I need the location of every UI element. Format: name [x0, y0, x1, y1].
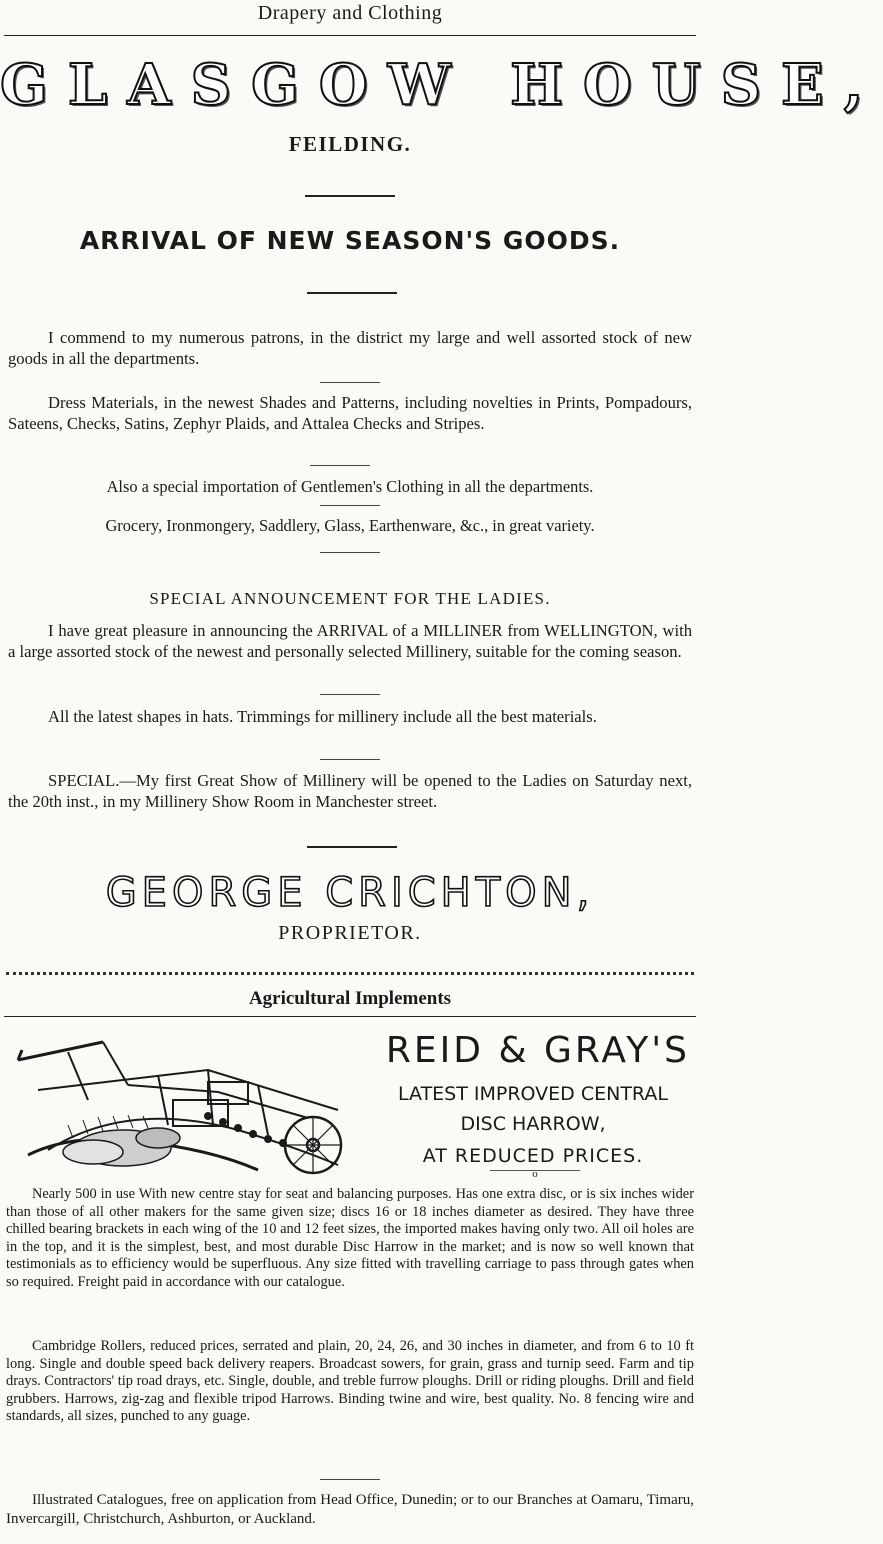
catalogue-notice: Illustrated Catalogues, free on application from Head Office, Dunedin; or to our Branches at Oamaru, Timaru, Invercargill, Christchurch, Ashburton, or Auckland.	[6, 1492, 694, 1527]
divider-rule	[320, 1479, 380, 1480]
section-divider	[6, 972, 694, 975]
small-divider	[490, 1168, 580, 1180]
top-rule	[4, 35, 696, 36]
divider-mark: o	[532, 1168, 538, 1180]
divider-rule	[305, 195, 395, 197]
drapery-category-heading	[0, 2, 700, 25]
gentlemen-paragraph: Also a special importation of Gentlemen's Clothing in all the departments.	[106, 477, 594, 496]
milliner-paragraph: I have great pleasure in announcing the ARRIVAL of a MILLINER from WELLINGTON, with a large assorted stock of the newest and personally selected Millinery, suitable for the coming season.	[8, 621, 692, 661]
product-title-line3: AT REDUCED PRICES.	[422, 1145, 644, 1167]
brand-name: REID & GRAY'S	[385, 1030, 690, 1071]
proprietor-role: PROPRIETOR.	[278, 922, 422, 944]
agricultural-category-heading: Agricultural Implements	[248, 988, 452, 1009]
show-paragraph: SPECIAL.—My first Great Show of Millinery will be opened to the Ladies on Saturday next, the 20th inst., in my Millinery Show Room in Manchester street.	[8, 771, 692, 811]
product-title-line1: LATEST IMPROVED CENTRAL	[398, 1083, 668, 1105]
disc-harrow-illustration	[8, 1030, 368, 1180]
commend-paragraph: I commend to my numerous patrons, in the district my large and well assorted stock of new goods in all the departments.	[8, 328, 692, 368]
divider-rule	[320, 759, 380, 760]
shop-name: GLASGOW HOUSE,	[0, 52, 883, 118]
divider-rule	[307, 292, 397, 294]
divider-rule	[320, 382, 380, 383]
grocery-paragraph: Grocery, Ironmongery, Saddlery, Glass, Earthenware, &c., in great variety.	[105, 516, 595, 535]
agri-rule	[4, 1016, 696, 1017]
divider-rule	[310, 465, 370, 466]
town-name: FEILDING.	[288, 132, 412, 156]
harrow-description: Nearly 500 in use With new centre stay for seat and balancing purposes. Has one extra disc, or is six inches wider than those of all other makers for the same given size; discs 16 or 18 inches diameter as desired. They have three chilled bearing brackets in each wing of the 10 and 12 feet sizes, the imported makes having only two. All oil holes are in the top, and it is the simplest, best, and most durable Disc Harrow in the market; and is now so well known that testimonials as to efficiency would be superfluous. Any size fitted with travelling carriage to pass through gates when so required. Freight paid in accordance with our catalogue.	[6, 1186, 694, 1290]
ladies-heading: SPECIAL ANNOUNCEMENT FOR THE LADIES.	[149, 589, 551, 608]
arrival-heading: ARRIVAL OF NEW SEASON'S GOODS.	[79, 226, 621, 255]
shapes-paragraph: All the latest shapes in hats. Trimmings for millinery include all the best materials.	[48, 707, 597, 726]
divider-rule	[320, 552, 380, 553]
implements-list: Cambridge Rollers, reduced prices, serrated and plain, 20, 24, 26, and 30 inches in diameter, and from 6 to 10 ft long. Single and double speed back delivery reapers. Broadcast sowers, for grain, grass and turnip seed. Farm and tip drays. Contractors' tip road drays, etc. Single, double, and treble furrow ploughs. Drill or riding ploughs. Drill and field grubbers. Harrows, zig-zag and flexible tripod Harrows. Binding twine and wire, best quality. No. 8 fencing wire and standards, all sizes, punched to any guage.	[6, 1338, 694, 1424]
product-title-line2: DISC HARROW,	[460, 1113, 606, 1135]
dress-paragraph: Dress Materials, in the newest Shades and Patterns, including novelties in Prints, Pompadours, Sateens, Checks, Satins, Zephyr Plaids, and Attalea Checks and Stripes.	[8, 393, 692, 433]
divider-rule	[307, 846, 397, 848]
divider-rule	[320, 694, 380, 695]
proprietor-name: GEORGE CRICHTON,	[105, 870, 595, 916]
drapery-category-text: Drapery and Clothing	[257, 2, 443, 24]
divider-rule	[320, 505, 380, 506]
